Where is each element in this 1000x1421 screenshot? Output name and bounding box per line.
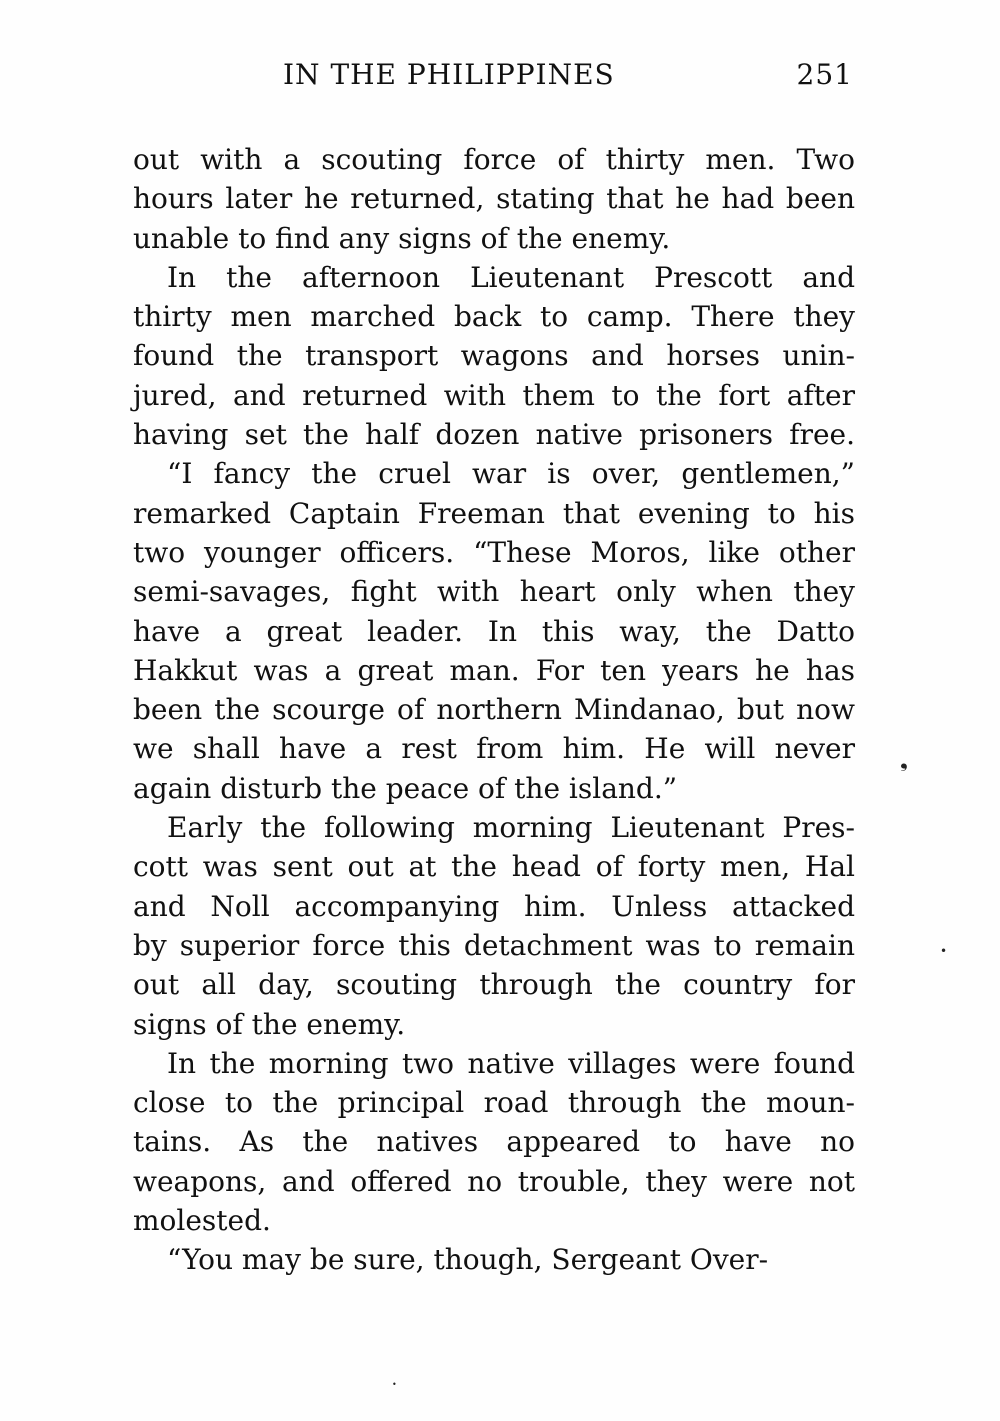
text-line: two younger officers. “These Moros, like other (133, 535, 855, 569)
margin-ink-mark: ❟ (900, 748, 908, 772)
body-text (133, 140, 855, 1280)
text-line: close to the principal road through the moun- (133, 1086, 855, 1120)
text-line: Hakkut was a great man. For ten years he has (133, 653, 855, 687)
paragraph-start-line: Early the following morning Lieutenant Pres- (167, 811, 855, 845)
text-line: been the scourge of northern Mindanao, but now (133, 693, 855, 727)
paragraph-start-line: “I fancy the cruel war is over, gentlemen,” (167, 457, 855, 491)
text-line: cott was sent out at the head of forty men, Hal (133, 850, 855, 884)
text-line: we shall have a rest from him. He will never (133, 732, 855, 766)
paragraph-start-line: In the afternoon Lieutenant Prescott and (167, 260, 855, 294)
page-ink-dot: • (392, 1380, 397, 1389)
text-line: tains. As the natives appeared to have no (133, 1125, 855, 1159)
text-line: molested. (133, 1204, 271, 1238)
text-line: have a great leader. In this way, the Datto (133, 614, 855, 648)
text-line: signs of the enemy. (133, 1007, 406, 1041)
text-line: remarked Captain Freeman that evening to his (133, 496, 855, 530)
text-line: unable to find any signs of the enemy. (133, 221, 671, 255)
text-line: and Noll accompanying him. Unless attacked (133, 889, 855, 923)
text-line: having set the half dozen native prisoners free. (133, 418, 855, 452)
text-line: semi-savages, fight with heart only when they (133, 575, 855, 609)
text-line: again disturb the peace of the island.” (133, 771, 678, 805)
text-line: out with a scouting force of thirty men. Two (133, 143, 855, 176)
text-line: by superior force this detachment was to remain (133, 928, 855, 962)
paragraph-start-line: In the morning two native villages were found (167, 1046, 855, 1080)
text-line: thirty men marched back to camp. There they (133, 300, 855, 334)
page-number: 251 (796, 58, 853, 91)
text-line: out all day, scouting through the country for (133, 968, 855, 1002)
running-header (133, 58, 853, 98)
text-line: weapons, and offered no trouble, they were not (133, 1164, 855, 1198)
text-line: hours later he returned, stating that he had been (133, 182, 855, 216)
margin-ink-dot: • (940, 944, 948, 958)
text-line: found the transport wagons and horses unin- (133, 339, 855, 373)
paragraph-start-line: “You may be sure, though, Sergeant Over- (167, 1243, 769, 1277)
text-line: jured, and returned with them to the fort after (133, 378, 855, 412)
running-title: IN THE PHILIPPINES (283, 58, 615, 91)
